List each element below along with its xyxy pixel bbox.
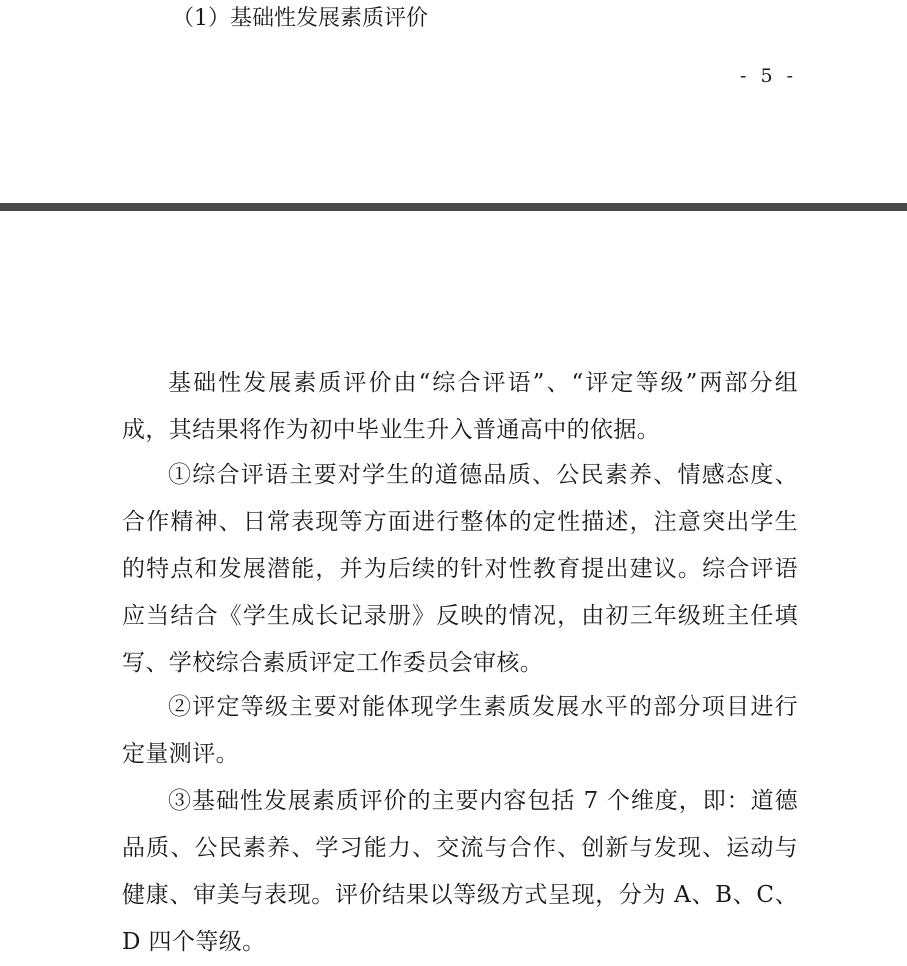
previous-page-bottom [0, 0, 907, 203]
page-number: - 5 - [740, 65, 798, 87]
page-separator [0, 203, 907, 211]
paragraph-dimensions: ③基础性发展素质评价的主要内容包括 7 个维度，即：道德品质、公民素养、学习能力、交流与合作、创新与发现、运动与健康、审美与表现。评价结果以等级方式呈现，分为 A、B、C、D 四个等级。 [122, 788, 798, 955]
next-page-top [0, 211, 907, 955]
paragraph-intro: 基础性发展素质评价由“综合评语”、“评定等级”两部分组成，其结果将作为初中毕业生升入普通高中的依据。 [122, 370, 798, 443]
section-heading: （1）基础性发展素质评价 [172, 6, 428, 31]
paragraph-comprehensive-comments: ①综合评语主要对学生的道德品质、公民素养、情感态度、合作精神、日常表现等方面进行整体的定性描述，注意突出学生的特点和发展潜能，并为后续的针对性教育提出建议。综合评语应当结合《学生成长记录册》反映的情况，由初三年级班主任填写、学校综合素质评定工作委员会审核。 [122, 462, 798, 676]
paragraph-grading: ②评定等级主要对能体现学生素质发展水平的部分项目进行定量测评。 [122, 694, 798, 767]
